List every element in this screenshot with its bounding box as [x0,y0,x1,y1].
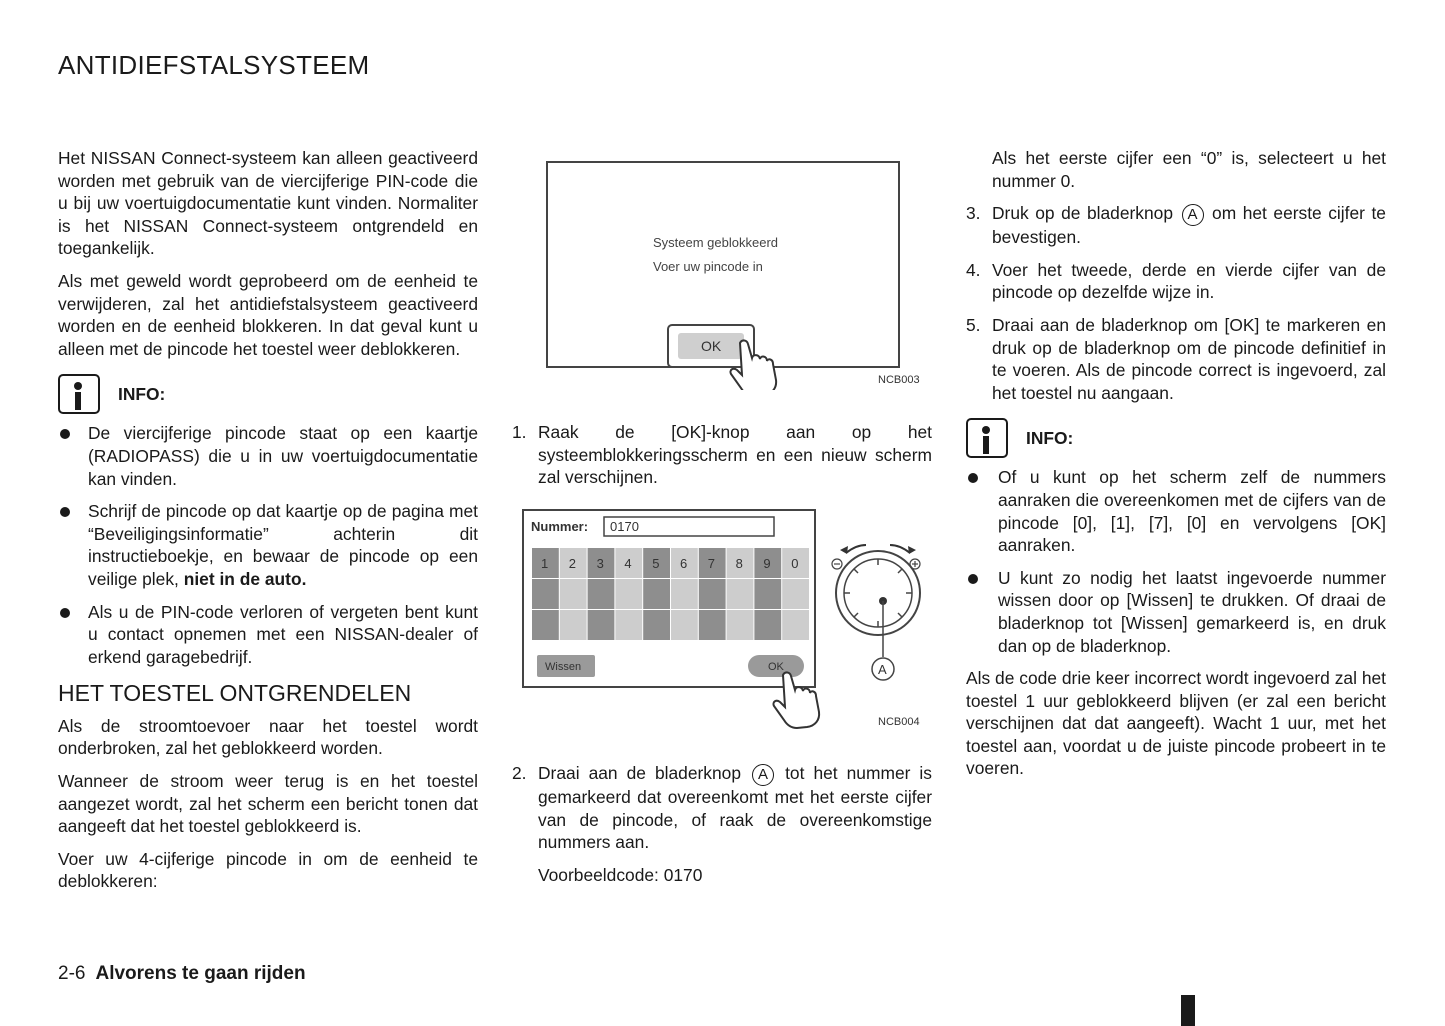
keypad-cell[interactable] [782,610,809,640]
keypad-digit: 5 [652,556,660,571]
info-label: INFO: [1026,428,1074,449]
info-item-bold: niet in de auto. [183,568,307,589]
step-number: 5. [966,314,981,335]
locked-message-line1: Systeem geblokkeerd [653,235,779,250]
keypad-cell[interactable] [782,579,809,609]
keypad-digit: 6 [680,556,688,571]
ok-entry-button-label: OK [768,661,784,673]
step-text-pre: Draai aan de bladerknop [538,763,742,783]
keypad-cell[interactable] [727,610,754,640]
column-right [966,147,1386,790]
keypad-cell[interactable] [560,610,587,640]
keypad-cell[interactable] [699,610,726,640]
section-heading: HET TOESTEL ONTGRENDELEN [58,680,412,707]
keypad-cell[interactable] [560,579,587,609]
keypad-cell[interactable] [643,579,670,609]
page-number: 2-6 [58,963,86,984]
column-left [58,147,478,903]
wissen-button-label: Wissen [545,661,582,673]
keypad-cell[interactable] [615,579,642,609]
info-item: Of u kunt op het scherm zelf de nummers aanraken die overeenkomen met de cijfers van de pincode [0], [1], [7], [0] en vervolgens [OK] aanraken. [966,466,1386,556]
keypad-cell[interactable] [671,610,698,640]
keypad-cell[interactable] [671,579,698,609]
figure-system-locked [540,155,940,390]
keypad-cell[interactable] [532,579,559,609]
figure-code: NCB003 [878,374,920,386]
keypad-digit: 1 [541,556,549,571]
keypad-cell[interactable] [643,610,670,640]
keypad-cell[interactable] [588,610,615,640]
keypad-cell[interactable] [727,579,754,609]
step-4 [966,259,1386,304]
info-item: Als u de PIN-code verloren of vergeten bent kunt u contact opnemen met een NISSAN-dealer of erkend garagebedrijf. [58,601,478,669]
keypad-cell[interactable] [588,579,615,609]
page-footer [58,963,306,985]
info-item [58,500,478,590]
figure-number-entry [518,505,938,735]
keypad-digit: 0 [791,556,799,571]
keypad-digit: 4 [624,556,632,571]
knob-label: A [878,662,887,677]
example-code: Voorbeeldcode: 0170 [538,864,703,885]
circle-a-icon: A [752,764,774,786]
arrow-head-right-icon [908,546,916,554]
step-text-post: om het eerste cijfer te bevestigen. [992,203,1386,248]
step-text: Draai aan de bladerknop om [OK] te markeren en druk op de bladerknop om de pincode definitief in te voeren. Als de pincode correct is ingevoerd, zal het toestel nu aangaan. [992,314,1386,403]
info-heading [58,374,478,414]
keypad-digit: 8 [735,556,743,571]
steps-list-3 [966,202,1386,404]
step-3 [966,202,1386,249]
step-text-post: tot het nummer is gemarkeerd dat overeenkomt met het eerste cijfer van de pincode, of raak de overeenkomstige nummers aan. [538,763,932,853]
keypad-cell[interactable] [615,610,642,640]
info-icon [58,374,100,414]
unlock-paragraph-1: Als de stroomtoevoer naar het toestel wordt onderbroken, zal het geblokkeerd worden. [58,715,478,759]
keypad-digit: 3 [596,556,604,571]
steps-list-2 [512,762,932,854]
section-name: Alvorens te gaan rijden [95,963,306,984]
step-text: Raak de [OK]-knop aan op het systeemblokkeringsscherm en een nieuw scherm zal verschijnen. [538,422,932,488]
page-edge-tab [1181,995,1195,1026]
info-item: U kunt zo nodig het laatst ingevoerde nummer wissen door op [Wissen] te drukken. Of draai de bladerknop tot [Wissen] gemarkeerd is, en druk dan op de bladerknop. [966,567,1386,657]
info-item-text: Schrijf de pincode op dat kaartje op de pagina met “Beveiligingsinformatie” achterin dit instructieboekje, en bewaar de pincode op een veilige plek, [88,501,478,589]
step-number: 2. [512,763,527,783]
info-item: De viercijferige pincode staat op een kaartje (RADIOPASS) die u in uw voertuigdocumentatie kan vinden. [58,422,478,490]
info-list [966,466,1386,657]
keypad-cell[interactable] [699,579,726,609]
arrow-head-left-icon [840,546,848,554]
step-number: 1. [512,422,527,442]
info-icon [966,418,1008,458]
unlock-paragraph-2: Wanneer de stroom weer terug is en het toestel aangezet wordt, zal het scherm een bericht tonen dat aangeeft dat het toestel geblokkeerd is. [58,771,478,837]
rotate-right-arrow-icon [890,545,910,553]
step-5 [966,314,1386,404]
keypad-cell[interactable] [754,579,781,609]
info-list [58,422,478,668]
column-middle-top [512,421,932,499]
info-heading [966,418,1386,458]
step-text: Voer het tweede, derde en vierde cijfer van de pincode op dezelfde wijze in. [992,259,1386,303]
step-continuation: Als het eerste cijfer een “0” is, selecteert u het nummer 0. [992,148,1386,191]
keypad-digit: 2 [568,556,577,571]
step-number: 3. [966,203,981,224]
step-1 [512,421,932,489]
keypad-digit: 9 [763,556,771,571]
rotate-left-arrow-icon [846,545,866,553]
step-text-pre: Druk op de bladerknop [992,203,1173,224]
unlock-paragraph-3: Voer uw 4-cijferige pincode in om de eenheid te deblokkeren: [58,848,478,892]
intro-paragraph-1: Het NISSAN Connect-systeem kan alleen geactiveerd worden met gebruik van de viercijferige PIN-code die u bij uw voertuigdocumentatie kunt vinden. Normaliter is het NISSAN Connect-systeem ontgrendeld en toegankelijk. [58,148,478,259]
keypad-digit: 7 [707,556,716,571]
figure-code: NCB004 [878,716,920,728]
column-middle-bottom [512,762,932,896]
ok-button-label: OK [701,338,722,354]
number-field-label: Nummer: [531,519,589,534]
circle-a-icon: A [1182,204,1204,226]
intro-paragraph-2: Als met geweld wordt geprobeerd om de eenheid te verwijderen, zal het antidiefstalsysteem geactiveerd worden en de eenheid blokkeren. In dat geval kunt u alleen met de pincode het toestel weer deblokkeren. [58,270,478,359]
step-number: 4. [966,259,981,280]
info-label: INFO: [118,384,166,405]
keypad-cell[interactable] [754,610,781,640]
closing-paragraph: Als de code drie keer incorrect wordt ingevoerd zal het toestel 1 uur geblokkeerd blijven (er zal een bericht verschijnen dat dat aangeeft). Wacht 1 uur, met het toestel aan, voordat u de juiste pincode probeert in te voeren. [966,668,1386,779]
keypad-cell[interactable] [532,610,559,640]
page-title: ANTIDIEFSTALSYSTEEM [58,50,370,80]
number-field-value: 0170 [610,519,639,534]
locked-message-line2: Voer uw pincode in [653,259,763,274]
step-2 [512,762,932,854]
steps-list-1 [512,421,932,489]
